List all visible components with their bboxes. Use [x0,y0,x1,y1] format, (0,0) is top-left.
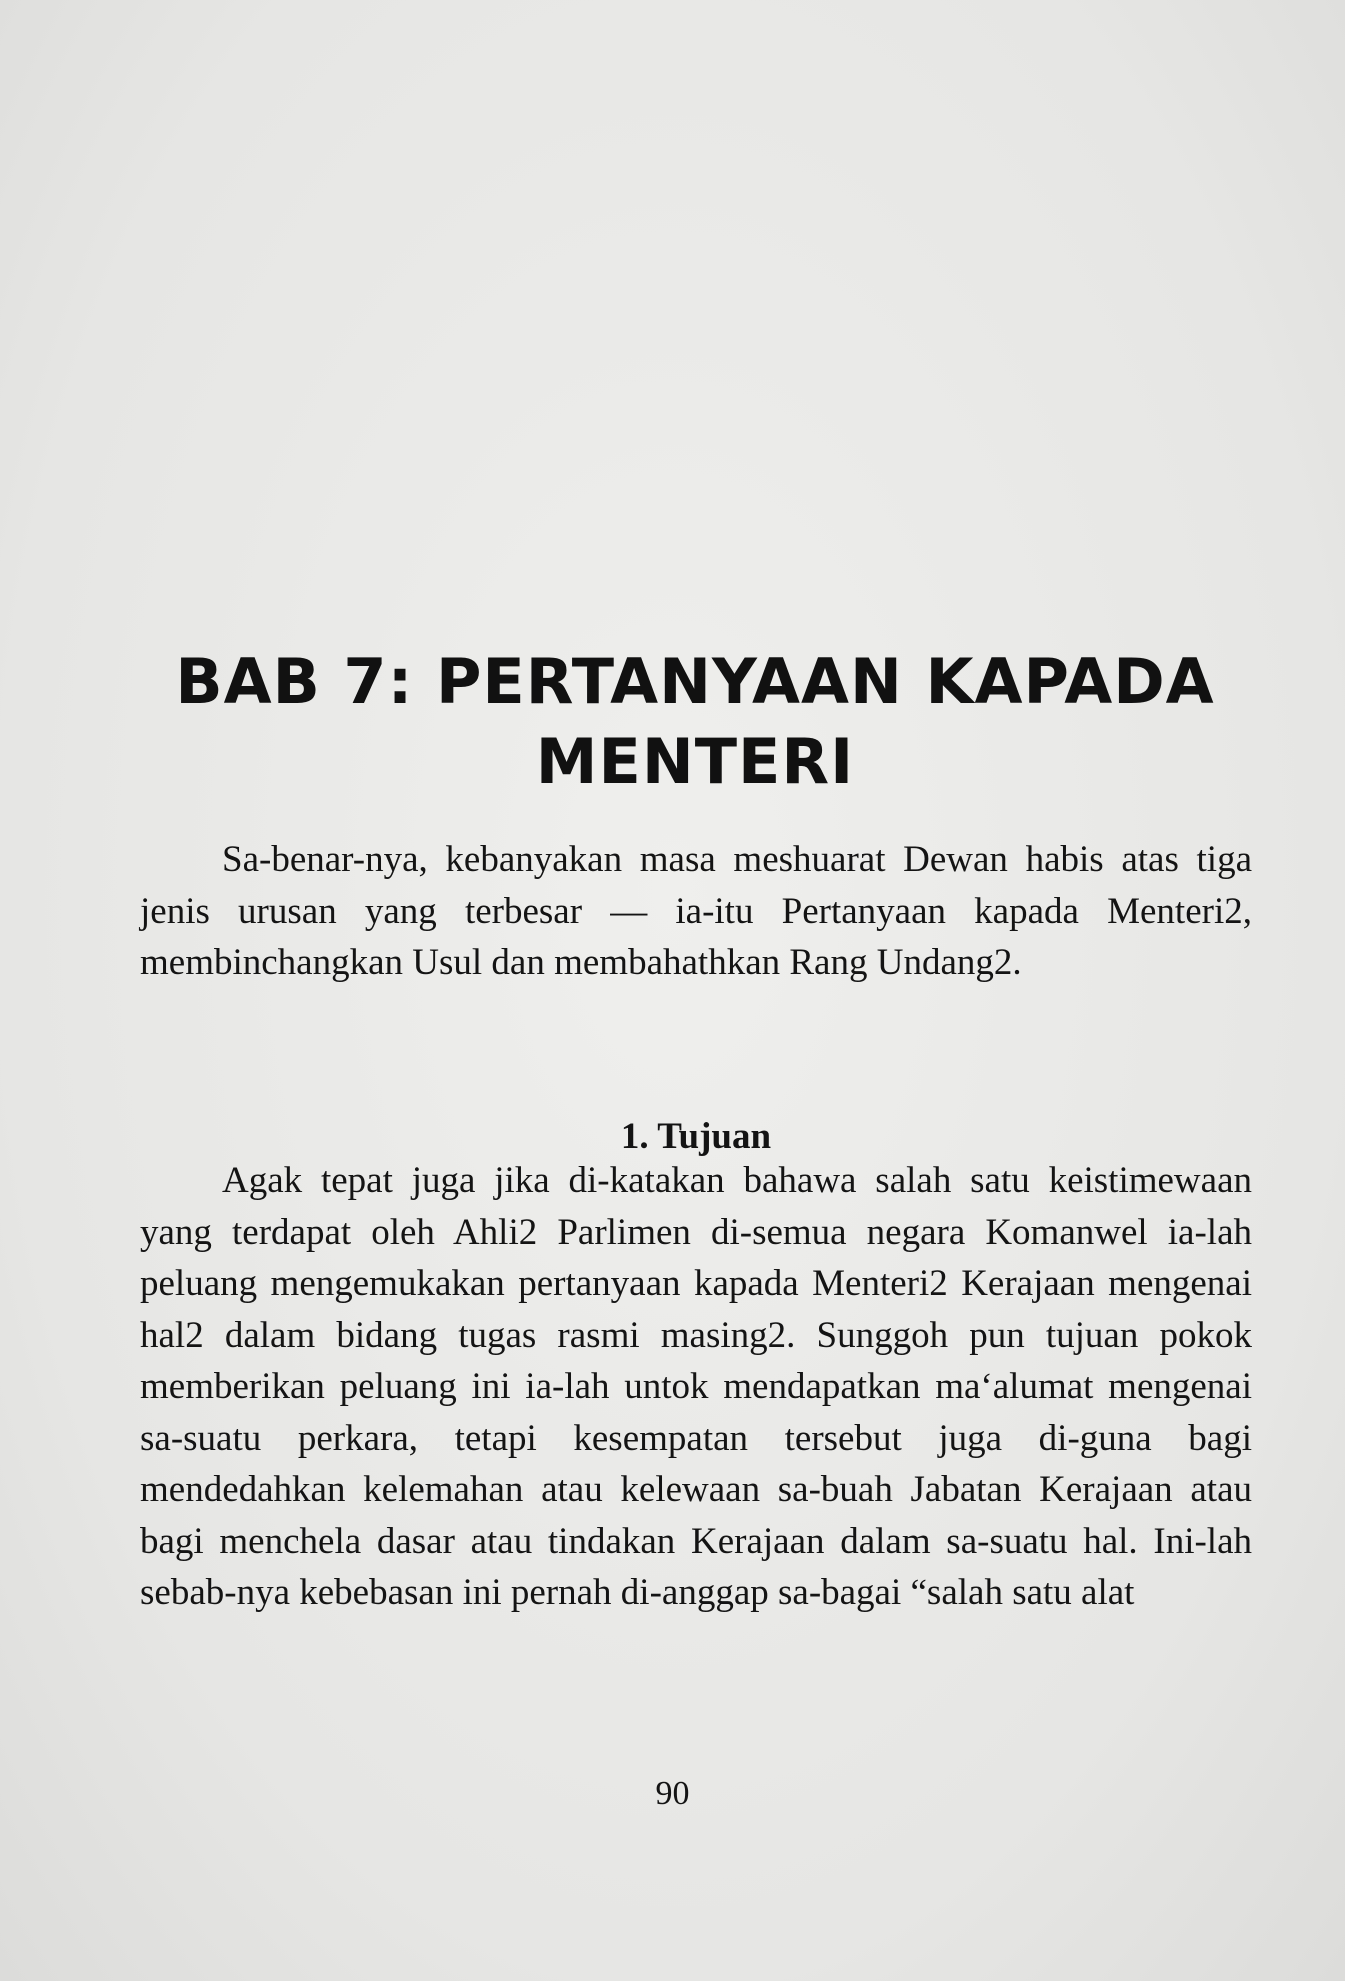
section-paragraph: Agak tepat juga jika di-katakan bahawa salah satu keistimewaan yang terdapat oleh Ahli2 Parlimen di-semua negara Komanwel ia-lah peluang mengemukakan pertanyaan kapada Menteri2 Kerajaan mengenai hal2 dalam bidang tugas rasmi masing2. Sunggoh pun tujuan pokok memberikan peluang ini ia-lah untok mendapatkan ma‘alumat mengenai sa-suatu perkara, tetapi kesempatan tersebut juga di-guna bagi mendedahkan kelemahan atau kelewaan sa-buah Jabatan Kerajaan atau bagi menchela dasar atau tindakan Kerajaan dalam sa-suatu hal. Ini-lah sebab-nya kebebasan ini pernah di-anggap sa-bagai “salah satu alat [140,1160,1252,1613]
bleed-through-header [140,105,1240,131]
page-number: 90 [655,1775,690,1812]
chapter-title-line-1: BAB 7: PERTANYAAN KAPADA [175,644,1215,718]
chapter-title-line-2: MENTERI [535,724,855,798]
intro-paragraph: Sa-benar-nya, kebanyakan masa meshuarat Dewan habis atas tiga jenis urusan yang terbesar — ia-itu Pertanyaan kapada Menteri2, membinchangkan Usul dan membahathkan Rang Undang2. [140,839,1252,983]
chapter-title [140,642,1250,802]
section-paragraph-block [140,1155,1252,1619]
section-heading: 1. Tujuan [620,1115,772,1157]
intro-paragraph-block [140,834,1252,989]
